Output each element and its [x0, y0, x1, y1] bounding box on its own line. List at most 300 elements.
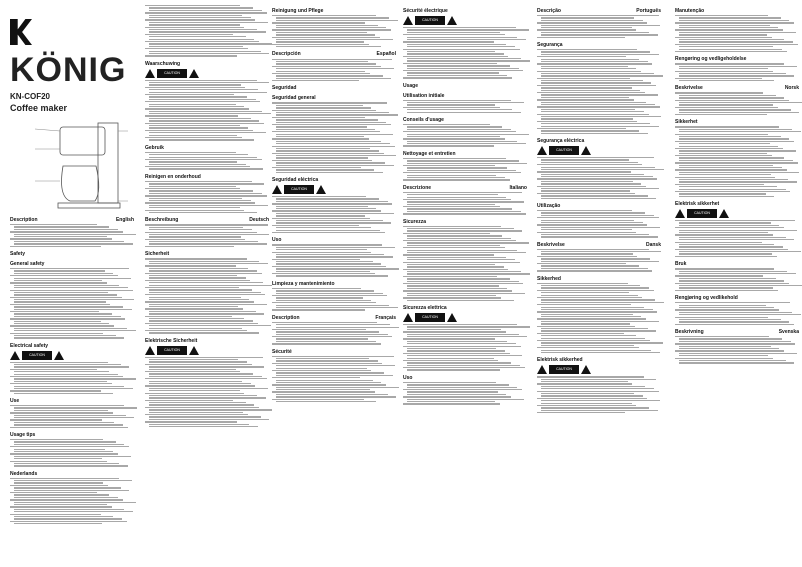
heading-text: Seguridad general — [272, 95, 316, 102]
text-line — [541, 66, 628, 67]
text-line — [407, 65, 510, 66]
text-line — [541, 94, 658, 95]
section-heading — [537, 276, 661, 282]
text-line — [403, 331, 506, 332]
text-line — [537, 106, 660, 107]
text-line — [675, 71, 773, 72]
text-line — [407, 387, 517, 388]
text-line — [149, 113, 271, 114]
text-line — [149, 234, 269, 235]
text-line — [149, 282, 263, 283]
text-line — [276, 307, 398, 308]
text-line — [407, 197, 506, 198]
text-line — [10, 390, 101, 391]
text-line — [541, 314, 633, 315]
text-line — [541, 379, 656, 380]
text-line — [541, 229, 632, 230]
text-line — [145, 5, 240, 6]
text-line — [149, 200, 251, 201]
text-line — [145, 19, 255, 20]
text-line — [403, 206, 500, 207]
heading-text: Descripción — [272, 51, 301, 58]
warning-triangle-icon — [581, 146, 591, 155]
text-line — [149, 120, 259, 121]
section-heading — [675, 85, 799, 91]
text-line — [541, 188, 659, 189]
section-heading — [10, 251, 134, 257]
text-line — [145, 115, 238, 116]
text-line — [149, 24, 240, 25]
text-line — [10, 439, 103, 440]
text-line — [272, 384, 386, 385]
text-line — [679, 319, 781, 320]
text-line — [276, 293, 383, 294]
text-line — [14, 487, 121, 488]
section — [537, 203, 661, 238]
text-line — [403, 158, 506, 159]
text-line — [276, 305, 389, 306]
text-line — [272, 377, 360, 378]
text-line — [149, 359, 238, 360]
text-line — [276, 143, 390, 144]
text-line — [675, 268, 774, 269]
warning-triangle-icon — [10, 351, 20, 360]
text-line — [537, 164, 642, 165]
text-line — [537, 99, 634, 100]
text-line — [14, 444, 124, 445]
text-line — [276, 150, 379, 151]
heading-text: Elektrisk sikkerhet — [675, 201, 720, 207]
text-line — [675, 242, 762, 243]
text-line — [14, 234, 136, 235]
text-line — [537, 92, 645, 93]
section-heading — [537, 357, 661, 363]
text-line — [679, 157, 784, 158]
text-line — [537, 283, 628, 284]
text-line — [272, 391, 375, 392]
text-line — [679, 307, 774, 308]
text-line — [679, 353, 797, 354]
warning-symbols — [145, 346, 269, 355]
text-line — [276, 78, 391, 79]
text-line — [403, 367, 525, 368]
heading-text: Usage — [403, 82, 419, 89]
text-line — [14, 292, 108, 293]
text-line — [14, 287, 128, 288]
text-line — [675, 22, 794, 23]
text-line — [272, 309, 365, 310]
text-line — [407, 257, 506, 258]
text-line — [272, 146, 395, 147]
text-line — [276, 206, 368, 207]
text-line — [10, 492, 97, 493]
section-heading — [675, 295, 799, 301]
text-line — [541, 212, 645, 213]
text-line — [403, 56, 508, 57]
text-line — [145, 202, 255, 203]
section — [145, 5, 269, 57]
brand-name: KÖNIG — [10, 51, 127, 89]
text-line — [407, 143, 526, 144]
section-heading — [145, 145, 269, 151]
text-line — [149, 285, 272, 286]
text-line — [675, 148, 783, 149]
text-line — [537, 128, 626, 129]
text-line — [541, 73, 654, 74]
text-line — [541, 109, 635, 110]
text-line — [149, 397, 266, 398]
text-line — [145, 273, 262, 274]
text-line — [541, 302, 664, 303]
text-line — [276, 17, 389, 18]
text-line — [14, 323, 109, 324]
text-line — [403, 283, 523, 284]
section-heading — [145, 251, 269, 257]
text-line — [407, 271, 521, 272]
text-line — [679, 179, 788, 180]
text-line — [276, 41, 364, 42]
text-line — [276, 271, 370, 272]
text-line — [10, 311, 99, 312]
text-line — [14, 410, 108, 411]
text-line — [276, 172, 383, 173]
text-line — [145, 364, 252, 365]
text-line — [541, 388, 654, 389]
text-line — [407, 245, 500, 246]
text-line — [679, 346, 771, 347]
text-line — [403, 233, 490, 234]
section-heading — [272, 177, 396, 183]
text-line — [14, 518, 122, 519]
text-line — [14, 316, 121, 317]
heading-text: Beskrivelse — [537, 241, 565, 248]
text-line — [407, 358, 494, 359]
text-line — [675, 309, 779, 310]
text-line — [149, 270, 257, 271]
text-line — [149, 311, 256, 312]
text-line — [149, 111, 262, 112]
text-line — [407, 68, 519, 69]
text-line — [679, 186, 777, 187]
text-line — [145, 330, 247, 331]
text-line — [14, 381, 107, 382]
section — [10, 471, 134, 525]
section-heading — [675, 329, 799, 335]
text-line — [145, 393, 244, 394]
text-line — [10, 238, 112, 239]
text-line — [149, 139, 254, 140]
text-line — [675, 220, 795, 221]
text-line — [149, 82, 269, 83]
section-heading — [272, 85, 396, 91]
text-line — [403, 49, 520, 50]
section-heading — [537, 8, 661, 14]
text-line — [14, 504, 107, 505]
text-line — [145, 48, 248, 49]
text-line — [541, 133, 648, 134]
warning-symbols — [537, 146, 661, 155]
text-line — [541, 130, 639, 131]
text-line — [541, 330, 656, 331]
text-line — [276, 148, 370, 149]
text-line — [276, 107, 371, 108]
text-line — [14, 378, 136, 379]
text-line — [276, 162, 385, 163]
text-line — [675, 169, 787, 170]
text-line — [276, 215, 365, 216]
caution-label: CAUTION — [157, 69, 187, 78]
caution-label: CAUTION — [549, 146, 579, 155]
text-line — [541, 195, 648, 196]
text-line — [149, 190, 253, 191]
text-line — [407, 204, 495, 205]
text-line — [145, 400, 233, 401]
text-line — [407, 401, 495, 402]
text-line — [149, 297, 241, 298]
warning-triangle-icon — [403, 313, 413, 322]
text-line — [145, 87, 245, 88]
text-line — [145, 421, 237, 422]
language-label: Deutsch — [249, 217, 269, 224]
text-line — [149, 366, 264, 367]
konig-logo-icon — [10, 19, 32, 45]
heading-text: Nettoyage et entretien — [403, 150, 456, 157]
text-line — [272, 131, 380, 132]
text-line — [14, 407, 137, 408]
heading-text: Uso — [403, 374, 413, 381]
text-line — [407, 129, 511, 130]
section — [403, 305, 527, 371]
section — [272, 177, 396, 233]
text-line — [149, 381, 242, 382]
text-line — [149, 261, 259, 262]
text-line — [537, 326, 635, 327]
text-line — [149, 328, 242, 329]
text-line — [276, 375, 393, 376]
text-line — [149, 10, 262, 11]
text-line — [272, 259, 360, 260]
text-line — [537, 383, 632, 384]
text-line — [276, 249, 367, 250]
text-line — [272, 302, 376, 303]
text-line — [272, 66, 381, 67]
warning-triangle-icon — [272, 185, 282, 194]
text-line — [14, 236, 107, 237]
text-line — [537, 121, 637, 122]
text-line — [675, 324, 794, 325]
text-line — [679, 181, 797, 182]
text-line — [537, 171, 631, 172]
text-line — [145, 357, 263, 358]
text-line — [537, 71, 641, 72]
text-line — [145, 137, 242, 138]
text-line — [149, 198, 242, 199]
section — [10, 398, 134, 428]
text-line — [14, 273, 113, 274]
text-line — [541, 123, 650, 124]
heading-text: Sikkerhet — [675, 119, 698, 126]
text-line — [679, 251, 801, 252]
text-line — [679, 167, 782, 168]
warning-symbols — [10, 351, 134, 360]
text-line — [149, 135, 237, 136]
text-line — [149, 51, 261, 52]
text-line — [272, 124, 391, 125]
text-line — [276, 380, 373, 381]
text-line — [541, 34, 658, 35]
text-line — [407, 39, 526, 40]
text-line — [675, 275, 763, 276]
text-line — [675, 15, 768, 16]
text-line — [675, 290, 778, 291]
heading-text: Rengjøring og vedlikehold — [675, 295, 738, 302]
heading-text: Uso — [272, 237, 282, 244]
text-line — [541, 316, 641, 317]
text-line — [679, 312, 792, 313]
text-line — [541, 32, 649, 33]
text-line — [407, 348, 496, 349]
warning-triangle-icon — [447, 16, 457, 25]
text-line — [537, 232, 636, 233]
section-heading — [272, 315, 396, 321]
text-line — [679, 341, 791, 342]
text-line — [541, 118, 633, 119]
text-line — [14, 480, 132, 481]
text-line — [541, 285, 640, 286]
text-line — [145, 239, 245, 240]
text-line — [10, 376, 123, 377]
language-label: Português — [636, 8, 661, 14]
section — [272, 8, 396, 47]
text-line — [541, 407, 649, 408]
text-line — [149, 29, 257, 30]
text-line — [675, 162, 798, 163]
language-label: Norsk — [784, 85, 799, 92]
text-line — [537, 376, 644, 377]
text-line — [145, 12, 267, 13]
text-line — [10, 325, 114, 326]
text-line — [679, 150, 796, 151]
section — [403, 117, 527, 147]
text-line — [10, 485, 108, 486]
text-line — [145, 246, 234, 247]
caution-label: CAUTION — [415, 313, 445, 322]
text-line — [679, 196, 774, 197]
text-line — [407, 58, 521, 59]
section — [403, 93, 527, 113]
text-line — [403, 34, 505, 35]
text-line — [537, 15, 659, 16]
text-line — [276, 256, 393, 257]
text-line — [276, 331, 379, 332]
text-line — [537, 78, 630, 79]
text-line — [403, 63, 497, 64]
text-line — [145, 316, 232, 317]
text-line — [675, 227, 784, 228]
language-label: Italiano — [509, 184, 527, 191]
text-line — [537, 193, 635, 194]
text-line — [149, 263, 268, 264]
text-line — [149, 183, 264, 184]
text-line — [276, 136, 364, 137]
section-heading — [537, 138, 661, 144]
section — [403, 375, 527, 405]
text-line — [145, 280, 250, 281]
warning-triangle-icon — [719, 209, 729, 218]
text-line — [272, 153, 384, 154]
text-line — [14, 502, 136, 503]
heading-text: Sécurité — [272, 348, 292, 355]
caution-label: CAUTION — [157, 346, 187, 355]
text-line — [407, 112, 521, 113]
text-line — [679, 49, 782, 50]
text-line — [679, 305, 766, 306]
text-line — [407, 208, 512, 209]
text-line — [403, 247, 505, 248]
text-line — [541, 350, 651, 351]
text-line — [276, 222, 391, 223]
warning-symbols — [675, 209, 799, 218]
text-line — [675, 343, 795, 344]
text-line — [407, 355, 522, 356]
text-line — [679, 17, 781, 18]
text-line — [14, 494, 109, 495]
text-line — [10, 446, 129, 447]
text-line — [541, 321, 659, 322]
warning-triangle-icon — [54, 351, 64, 360]
text-line — [675, 134, 768, 135]
text-line — [149, 53, 269, 54]
text-line — [10, 290, 133, 291]
section — [145, 61, 269, 141]
text-line — [145, 181, 252, 182]
text-line — [14, 278, 131, 279]
heading-text: Beskrivelse — [675, 85, 703, 92]
text-line — [541, 295, 638, 296]
text-line — [675, 234, 773, 235]
text-line — [537, 297, 642, 298]
text-line — [403, 107, 500, 108]
text-line — [679, 189, 786, 190]
heading-text: Gebruik — [145, 144, 164, 151]
text-line — [679, 138, 789, 139]
text-line — [679, 355, 768, 356]
text-line — [149, 186, 236, 187]
text-line — [541, 80, 643, 81]
text-line — [10, 461, 107, 462]
section — [537, 357, 661, 413]
text-line — [407, 175, 496, 176]
text-line — [276, 394, 388, 395]
section-heading — [403, 93, 527, 99]
text-line — [145, 301, 254, 302]
text-line — [403, 145, 494, 146]
text-line — [145, 166, 250, 167]
text-line — [679, 280, 784, 281]
text-line — [149, 229, 252, 230]
text-line — [272, 295, 387, 296]
text-line — [403, 131, 516, 132]
warning-triangle-icon — [145, 346, 155, 355]
text-line — [149, 15, 242, 16]
text-line — [145, 27, 244, 28]
text-line — [541, 265, 639, 266]
text-line — [675, 92, 763, 93]
section — [675, 56, 799, 81]
text-line — [276, 114, 398, 115]
text-line — [145, 210, 244, 211]
column-3 — [272, 4, 396, 403]
